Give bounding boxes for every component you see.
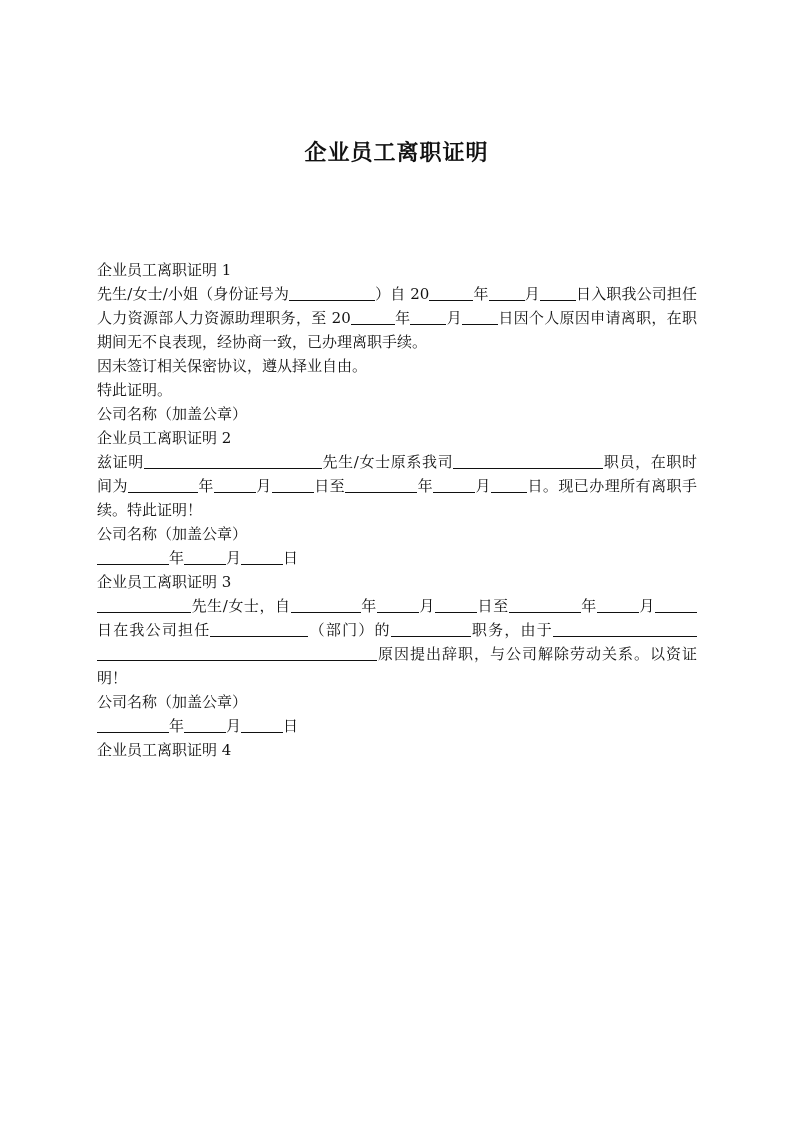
text-segment: 月 (226, 717, 242, 735)
text-segment: 月 (255, 477, 272, 495)
section-3-heading: 企业员工离职证明 3 (97, 573, 232, 591)
text-segment: 日 (283, 717, 299, 735)
section-2-paragraph-1 (97, 450, 697, 522)
text-segment: 日。现已办理所有离职手续。特此证明！ (97, 477, 697, 519)
section-1-paragraph-2: 因未签订相关保密协议，遵从择业自由。 (97, 357, 368, 375)
text-segment: （部门）的 (308, 621, 391, 639)
text-segment: 年 (473, 285, 489, 303)
text-segment: 月 (524, 285, 540, 303)
name-blank (144, 452, 322, 469)
section-3-paragraph-1 (97, 594, 697, 690)
section-1-company: 公司名称（加盖公章） (97, 405, 248, 423)
text-segment: 日 (283, 549, 299, 567)
start-year-blank (128, 476, 198, 493)
section-1-heading: 企业员工离职证明 1 (97, 261, 232, 279)
text-segment: 先生/女士，自 (191, 597, 291, 615)
text-segment: 年 (394, 309, 411, 327)
text-segment: 月 (418, 597, 435, 615)
reason-blank-1 (553, 620, 697, 637)
section-1-paragraph-3: 特此证明。 (97, 381, 173, 399)
date-month-blank (184, 716, 226, 733)
position-blank (391, 620, 471, 637)
start-day-blank (272, 476, 314, 493)
document-body (97, 258, 697, 762)
end-year-blank (345, 476, 417, 493)
text-segment: 年 (360, 597, 377, 615)
date-day-blank (241, 548, 283, 565)
start-month-blank (489, 284, 525, 301)
date-day-blank (241, 716, 283, 733)
end-day-blank (491, 476, 527, 493)
section-2-date-line (97, 546, 697, 570)
text-segment: 先生/女士原系我司 (321, 453, 454, 471)
start-year-blank (291, 596, 361, 613)
text-segment: 年 (417, 477, 434, 495)
start-day-blank (435, 596, 477, 613)
date-year-blank (97, 548, 169, 565)
reason-blank-2 (97, 644, 377, 661)
document-title: 企业员工离职证明 (304, 141, 489, 166)
section-3-date-line (97, 714, 697, 738)
section-2-heading: 企业员工离职证明 2 (97, 429, 232, 447)
text-segment: 兹证明 (97, 453, 144, 471)
date-month-blank (184, 548, 226, 565)
text-segment: ）自 20 (374, 285, 430, 303)
section-3-company: 公司名称（加盖公章） (97, 693, 248, 711)
text-segment: 年 (580, 597, 597, 615)
section-1-paragraph-1 (97, 282, 697, 354)
text-segment: 日入职我公司担任人力资源部人力资源助理职务，至 20 (97, 285, 697, 327)
text-segment: 月 (475, 477, 491, 495)
start-year-blank (429, 284, 473, 301)
end-day-blank (655, 596, 697, 613)
start-day-blank (540, 284, 576, 301)
text-segment: 职员，在职时间为 (97, 453, 697, 495)
text-segment: 月 (446, 309, 463, 327)
start-month-blank (377, 596, 419, 613)
end-month-blank (410, 308, 446, 325)
end-day-blank (462, 308, 498, 325)
position-blank (453, 452, 603, 469)
name-blank (97, 596, 191, 613)
end-month-blank (597, 596, 639, 613)
text-segment: 职务，由于 (470, 621, 553, 639)
end-year-blank (509, 596, 581, 613)
text-segment: 日至 (476, 597, 509, 615)
id-number-blank (289, 284, 375, 301)
text-segment: 日因个人原因申请离职，在职期间无不良表现，经协商一致，已办理离职手续。 (97, 309, 697, 351)
text-segment: 月 (638, 597, 655, 615)
text-segment: 年 (169, 549, 185, 567)
text-segment: 日在我公司担任 (97, 621, 211, 639)
text-segment: 月 (226, 549, 242, 567)
text-segment: 原因提出辞职，与公司解除劳动关系。以资证明！ (97, 645, 697, 687)
start-month-blank (214, 476, 256, 493)
text-segment: 年 (197, 477, 214, 495)
section-4-heading: 企业员工离职证明 4 (97, 741, 232, 759)
text-segment: 日至 (313, 477, 346, 495)
end-year-blank (351, 308, 395, 325)
section-2-company: 公司名称（加盖公章） (97, 525, 248, 543)
text-segment: 年 (169, 717, 185, 735)
date-year-blank (97, 716, 169, 733)
end-month-blank (433, 476, 475, 493)
text-segment: 先生/女士/小姐（身份证号为 (97, 285, 289, 303)
department-blank (210, 620, 308, 637)
